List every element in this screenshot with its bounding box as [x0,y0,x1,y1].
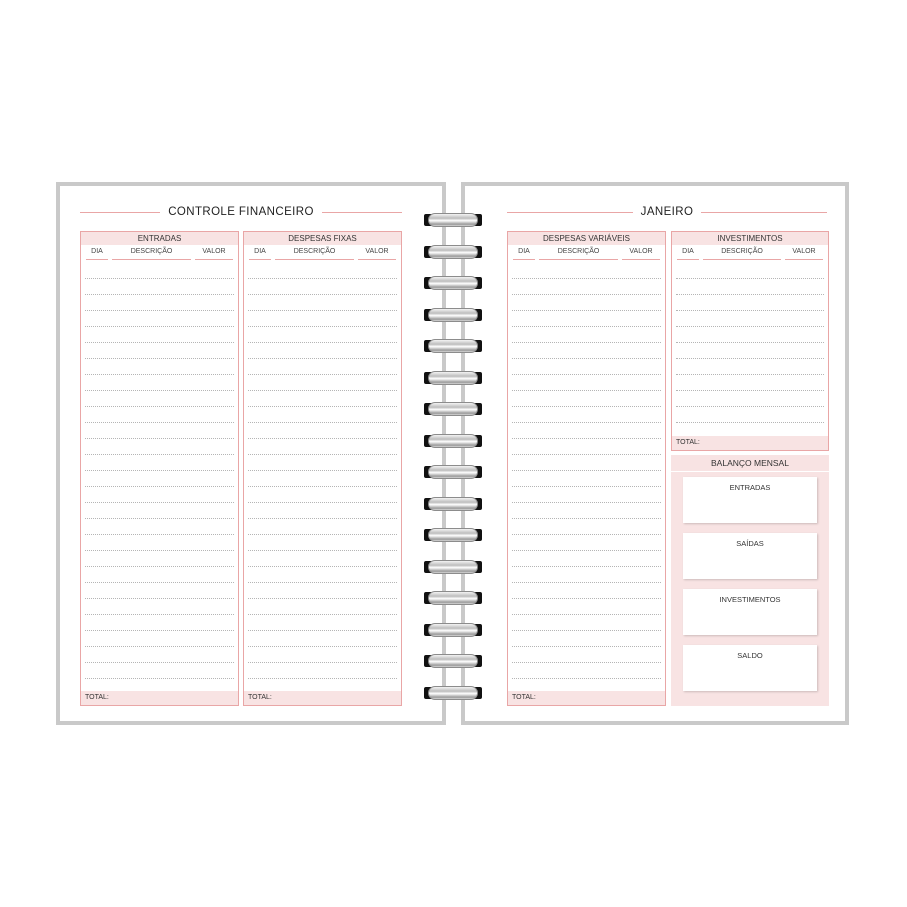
writing-line [85,423,234,439]
balanco-mensal-panel [671,455,829,706]
writing-line [248,567,397,583]
writing-line [512,263,661,279]
balance-box-investimentos: INVESTIMENTOS [683,589,817,635]
writing-line [248,615,397,631]
writing-line [512,295,661,311]
column-dia: DIA [254,248,266,255]
writing-line [248,631,397,647]
writing-line [248,295,397,311]
writing-line [676,359,824,375]
writing-line [248,375,397,391]
writing-line [248,343,397,359]
spiral-ring-icon [424,338,482,354]
balance-box-saldo: SALDO [683,645,817,691]
spiral-ring-icon [424,622,482,638]
spiral-ring-icon [424,464,482,480]
writing-line [85,375,234,391]
writing-line [512,343,661,359]
writing-line [85,279,234,295]
right-page-title: JANEIRO [640,206,694,218]
writing-line [85,535,234,551]
right-page [461,182,849,725]
column-valor: VALOR [365,248,389,255]
writing-line [85,583,234,599]
writing-line [85,343,234,359]
writing-line [85,487,234,503]
writing-line [676,391,824,407]
spiral-ring-icon [424,212,482,228]
column-headers [672,245,828,259]
writing-line [85,647,234,663]
writing-line [512,327,661,343]
writing-line [85,663,234,679]
writing-line [248,599,397,615]
writing-line [85,599,234,615]
balance-box-saidas: SAÍDAS [683,533,817,579]
writing-line [512,455,661,471]
writing-line [85,567,234,583]
writing-line [248,503,397,519]
left-page-title-row [80,206,402,218]
despesas-variaveis-table [507,231,666,706]
writing-line [85,311,234,327]
column-descricao: DESCRIÇÃO [721,248,763,255]
column-descricao: DESCRIÇÃO [130,248,173,255]
writing-line [85,407,234,423]
writing-line [248,327,397,343]
table-header: DESPESAS FIXAS [244,232,401,245]
column-underline [508,259,665,260]
writing-line [512,311,661,327]
writing-line [85,359,234,375]
writing-line [248,471,397,487]
writing-line [512,647,661,663]
title-divider [80,212,160,213]
writing-line [512,359,661,375]
writing-line [512,567,661,583]
table-header: DESPESAS VARIÁVEIS [508,232,665,245]
column-dia: DIA [682,248,694,255]
column-valor: VALOR [629,248,653,255]
entradas-table [80,231,239,706]
column-headers [81,245,238,259]
writing-line [676,343,824,359]
spiral-ring-icon [424,527,482,543]
writing-line [248,439,397,455]
writing-line [85,391,234,407]
writing-line [85,631,234,647]
writing-line [248,279,397,295]
spiral-ring-icon [424,275,482,291]
column-underline [81,259,238,260]
total-label: TOTAL: [508,691,665,705]
table-header: INVESTIMENTOS [672,232,828,245]
title-divider [322,212,402,213]
entry-rows [512,263,661,679]
column-descricao: DESCRIÇÃO [557,248,600,255]
writing-line [248,391,397,407]
entry-rows [85,263,234,679]
spiral-ring-icon [424,244,482,260]
title-divider [701,212,827,213]
despesas-fixas-table [243,231,402,706]
writing-line [512,519,661,535]
entry-rows [248,263,397,679]
column-descricao: DESCRIÇÃO [293,248,336,255]
investimentos-table [671,231,829,451]
column-dia: DIA [91,248,103,255]
writing-line [676,327,824,343]
column-dia: DIA [518,248,530,255]
writing-line [512,407,661,423]
total-label: TOTAL: [672,436,828,450]
balanco-mensal-title: BALANÇO MENSAL [671,455,829,472]
writing-line [676,295,824,311]
left-page [56,182,446,725]
column-valor: VALOR [792,248,816,255]
writing-line [512,391,661,407]
spiral-ring-icon [424,433,482,449]
writing-line [248,663,397,679]
writing-line [676,279,824,295]
writing-line [512,663,661,679]
column-underline [244,259,401,260]
writing-line [512,471,661,487]
writing-line [248,423,397,439]
writing-line [512,551,661,567]
spiral-ring-icon [424,401,482,417]
writing-line [85,439,234,455]
column-headers [244,245,401,259]
writing-line [676,375,824,391]
writing-line [512,487,661,503]
total-label: TOTAL: [81,691,238,705]
writing-line [85,455,234,471]
writing-line [85,519,234,535]
writing-line [248,359,397,375]
writing-line [85,471,234,487]
writing-line [248,583,397,599]
writing-line [85,503,234,519]
writing-line [512,423,661,439]
left-page-title: CONTROLE FINANCEIRO [168,206,314,218]
writing-line [248,551,397,567]
writing-line [248,263,397,279]
writing-line [512,631,661,647]
writing-line [85,327,234,343]
writing-line [248,311,397,327]
spiral-ring-icon [424,496,482,512]
column-headers [508,245,665,259]
writing-line [85,263,234,279]
column-valor: VALOR [202,248,226,255]
writing-line [248,455,397,471]
writing-line [512,439,661,455]
spiral-ring-icon [424,370,482,386]
entry-rows [676,263,824,423]
writing-line [512,599,661,615]
writing-line [248,519,397,535]
table-header: ENTRADAS [81,232,238,245]
total-label: TOTAL: [244,691,401,705]
spiral-ring-icon [424,559,482,575]
writing-line [512,535,661,551]
writing-line [248,647,397,663]
spiral-ring-icon [424,685,482,701]
writing-line [85,615,234,631]
spiral-ring-icon [424,653,482,669]
writing-line [512,583,661,599]
writing-line [248,407,397,423]
writing-line [512,503,661,519]
spiral-ring-icon [424,307,482,323]
writing-line [676,263,824,279]
balance-box-entradas: ENTRADAS [683,477,817,523]
title-divider [507,212,633,213]
writing-line [676,407,824,423]
writing-line [85,295,234,311]
writing-line [512,279,661,295]
writing-line [248,487,397,503]
spiral-ring-icon [424,590,482,606]
writing-line [512,615,661,631]
writing-line [512,375,661,391]
writing-line [248,535,397,551]
writing-line [676,311,824,327]
right-page-title-row [507,206,827,218]
column-underline [672,259,828,260]
writing-line [85,551,234,567]
